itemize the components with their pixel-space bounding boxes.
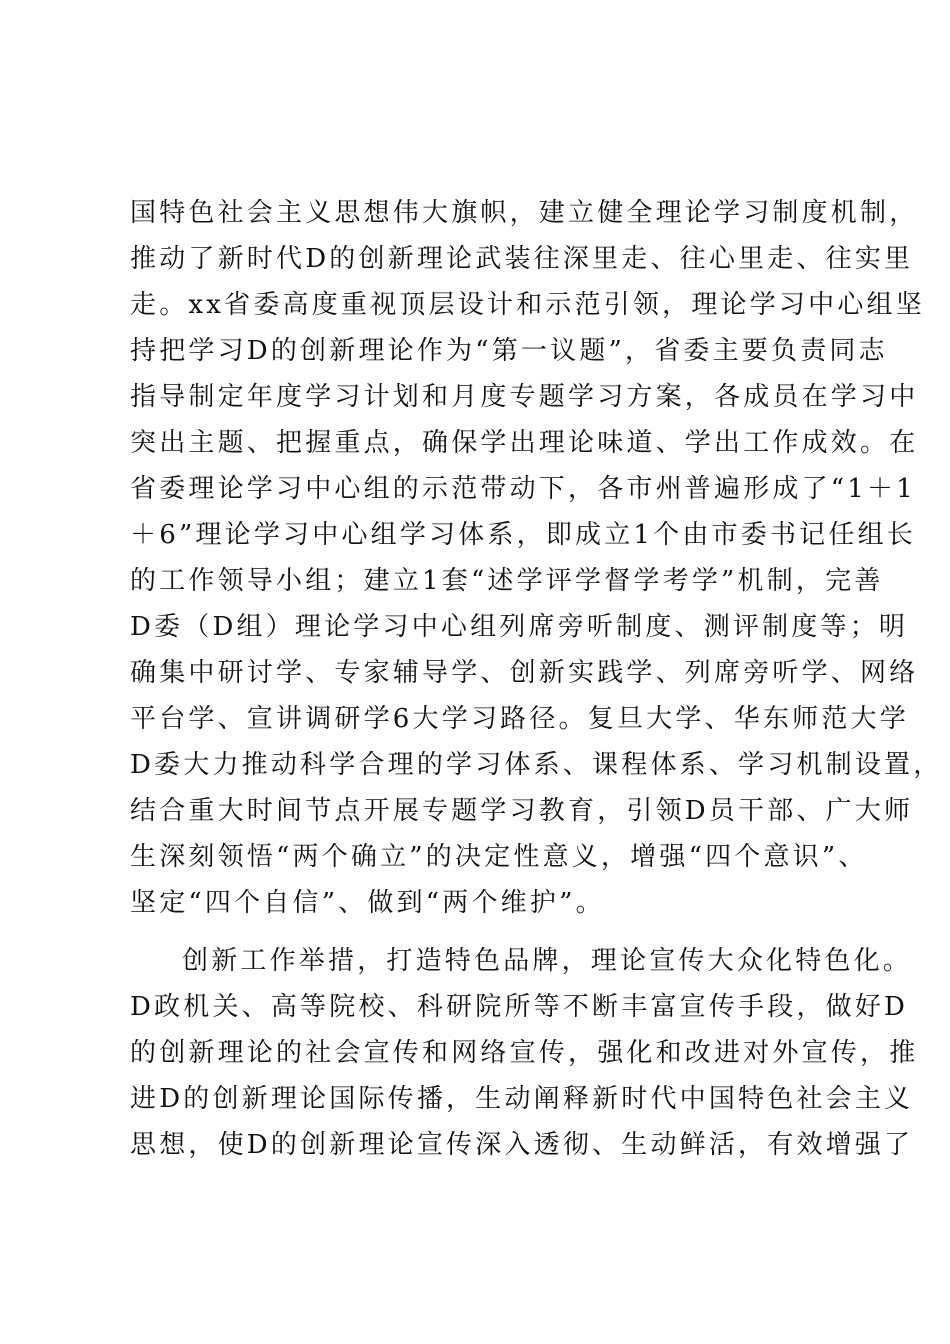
text-line: 的工作领导小组；建立1套“述学评学督学考学”机制，完善 [130,566,884,596]
text-line: 的创新理论的社会宣传和网络宣传，强化和改进对外宣传，推 [130,1038,919,1068]
text-line: 突出主题、把握重点，确保学出理论味道、学出工作成效。在 [130,428,919,458]
text-line: 坚定“四个自信”、做到“两个维护”。 [130,888,605,918]
text-line: 指导制定年度学习计划和月度专题学习方案，各成员在学习中 [130,382,919,412]
text-line: 平台学、宣讲调研学6大学习路径。复旦大学、华东师范大学 [130,704,909,734]
text-line: D委（D组）理论学习中心组列席旁听制度、测评制度等；明 [130,612,909,642]
text-line: 省委理论学习中心组的示范带动下，各市州普遍形成了“1＋1 [130,474,916,504]
text-line: D政机关、高等院校、科研院所等不断丰富宣传手段，做好D [130,992,909,1022]
text-line: 创新工作举措，打造特色品牌，理论宣传大众化特色化。 [182,946,913,976]
text-line: D委大力推动科学合理的学习体系、课程体系、学习机制设置， [130,750,943,780]
text-line: 生深刻领悟“两个确立”的决定性意义，增强“四个意识”、 [130,842,868,872]
text-line: 结合重大时间节点开展专题学习教育，引领D员干部、广大师 [130,796,914,826]
text-line: 持把学习D的创新理论作为“第一议题”，省委主要负责同志 [130,336,888,366]
text-line: 国特色社会主义思想伟大旗帜，建立健全理论学习制度机制， [130,198,919,228]
text-line: ＋6”理论学习中心组学习体系，即成立1个由市委书记任组长 [130,520,916,550]
text-line: 进D的创新理论国际传播，生动阐释新时代中国特色社会主义 [130,1084,914,1114]
text-line: 确集中研讨学、专家辅导学、创新实践学、列席旁听学、网络 [130,658,919,688]
paragraph-gap [130,926,835,938]
text-line: 思想，使D的创新理论宣传深入透彻、生动鲜活，有效增强了 [130,1130,914,1160]
text-line: 走。xx省委高度重视顶层设计和示范引领，理论学习中心组坚 [130,290,925,320]
document-body [130,190,943,1168]
text-line: 推动了新时代D的创新理论武装往深里走、往心里走、往实里 [130,244,914,274]
